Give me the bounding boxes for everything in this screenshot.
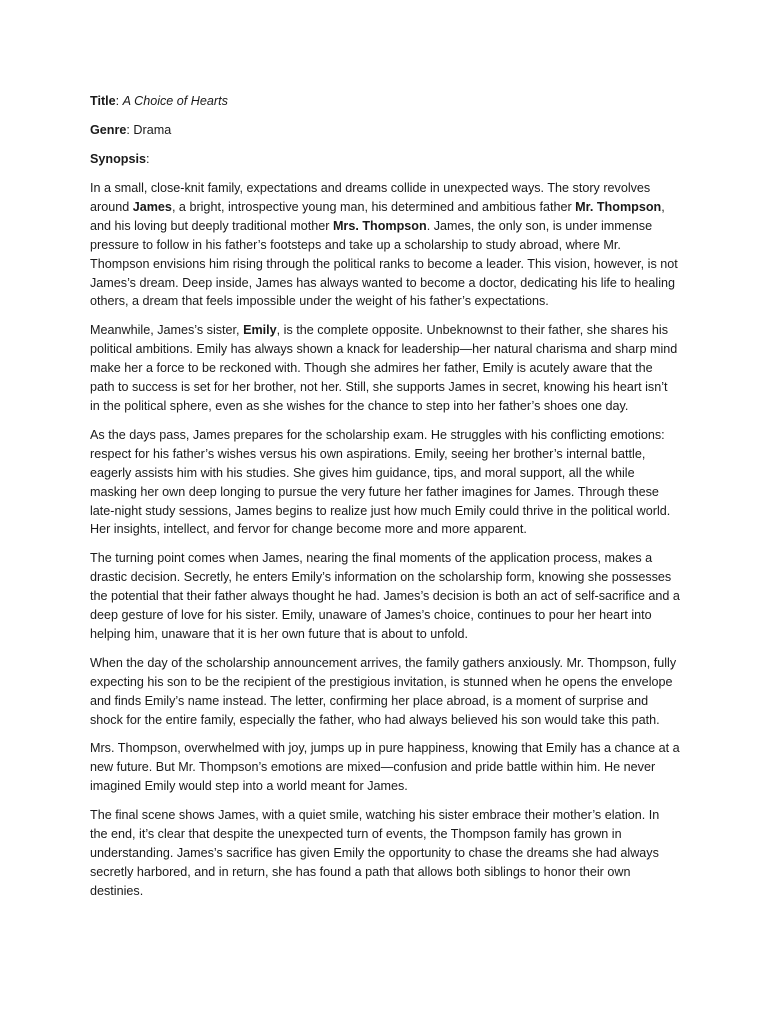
document-page: [90, 92, 680, 911]
character-name: Mrs. Thompson: [332, 218, 427, 233]
paragraph-text: In a small, close-knit family, expectations and dreams collide in unexpected ways. The story revolves around: [90, 181, 651, 214]
title-line: Title: A Choice of Hearts: [90, 94, 228, 108]
character-name: Mr. Thompson: [575, 199, 662, 214]
paragraph-text: , and his loving but deeply traditional mother: [90, 199, 665, 233]
genre-label: Genre: [90, 123, 127, 137]
paragraph-text: Meanwhile, James’s sister,: [90, 323, 244, 338]
character-name: Emily: [243, 323, 277, 338]
synopsis-paragraph-5: When the day of the scholarship announcement arrives, the family gathers anxiously. Mr. Thompson, fully expecting his son to be the recipient of the prestigious invitation, is stunned when he opens the envelope and finds Emily’s name instead. The letter, confirming her place abroad, is a moment of surprise and shock for the entire family, especially the father, who had always believed his son would take this path.: [90, 655, 677, 727]
genre-value: Drama: [133, 123, 172, 137]
synopsis-paragraph-2: [90, 321, 680, 416]
story-title: A Choice of Hearts: [122, 94, 228, 108]
character-name: James: [132, 199, 172, 214]
paragraph-text: , a bright, introspective young man, his determined and ambitious father: [171, 199, 576, 214]
synopsis-paragraph-1: [90, 179, 680, 311]
synopsis-label: Synopsis: [90, 152, 146, 166]
synopsis-paragraph-3: As the days pass, James prepares for the scholarship exam. He struggles with his conflicting emotions: respect for his father’s wishes versus his own aspirations. Emily, seeing her brother’s internal battle, eagerly assists him with his studies. She gives him guidance, tips, and moral support, all the while masking her own deep longing to pursue the very future her father imagines for James. Through these late-night study sessions, James begins to realize just how much Emily could thrive in the political world. Her insights, intellect, and fervor for change become more and more apparent.: [90, 427, 671, 537]
synopsis-paragraph-6: Mrs. Thompson, overwhelmed with joy, jumps up in pure happiness, knowing that Emily has a chance at a new future. But Mr. Thompson’s emotions are mixed—confusion and pride battle within him. He never imagined Emily would step into a world meant for James.: [90, 741, 680, 794]
paragraph-text: , is the complete opposite. Unbeknownst to their father, she shares his political ambitions. Emily has always shown a knack for leadership—her natural charisma and sharp mind make her a force to be reckoned with. Though she admires her father, Emily is acutely aware that the path to success is set for her brother, not her. Still, she supports James in secret, knowing his heart isn’t in the political sphere, even as she wishes for the chance to step into her father’s shoes one day.: [90, 323, 678, 413]
synopsis-paragraph-7: The final scene shows James, with a quiet smile, watching his sister embrace their mother’s elation. In the end, it’s clear that despite the unexpected turn of events, the Thompson family has grown in understanding. James’s sacrifice has given Emily the opportunity to chase the dreams she had always secretly harbored, and in return, she has found a path that allows both siblings to honor their own destinies.: [90, 808, 660, 898]
genre-line: Genre: Drama: [90, 123, 172, 137]
title-label: Title: [90, 94, 116, 108]
synopsis-heading: Synopsis:: [90, 152, 150, 166]
paragraph-text: . James, the only son, is under immense pressure to follow in his father’s footsteps and take up a scholarship to study abroad, where Mr. Thompson envisions him rising through the political ranks to become a leader. This vision, however, is not James’s dream. Deep inside, James has always wanted to become a doctor, dedicating his life to healing others, a dream that feels impossible under the weight of his father’s expectations.: [90, 218, 678, 309]
synopsis-paragraph-4: The turning point comes when James, nearing the final moments of the application process, makes a drastic decision. Secretly, he enters Emily’s information on the scholarship form, knowing she possesses the potential that their father always thought he had. James’s decision is both an act of self-sacrifice and a deep gesture of love for his sister. Emily, unaware of James’s choice, continues to pour her heart into helping him, unaware that it is her own future that is about to unfold.: [90, 551, 680, 641]
